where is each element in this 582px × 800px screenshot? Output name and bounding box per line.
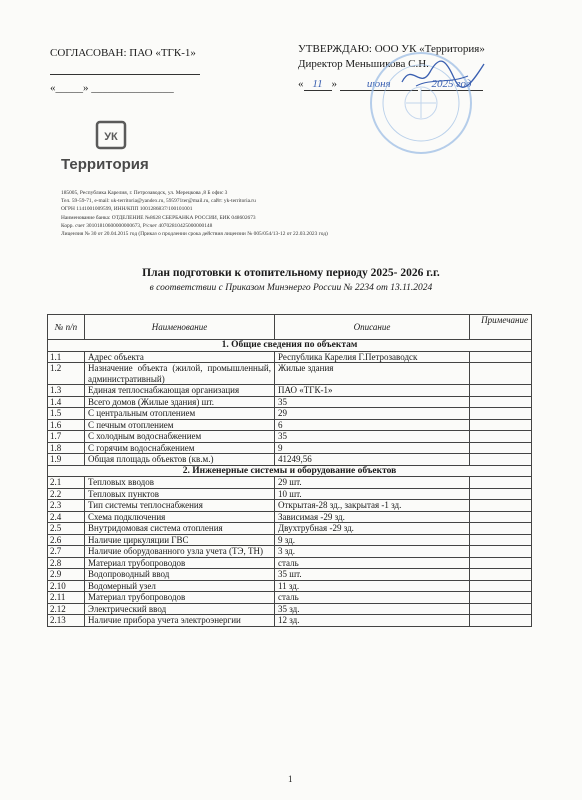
row-name: Назначение объекта (жилой, промышленный, административный) [85, 363, 275, 385]
row-number: 1.5 [48, 408, 85, 420]
approve-date: « 11 » июня 2025 год [298, 78, 483, 91]
table-row [48, 569, 532, 581]
row-name: Наличие прибора учета электроэнергии [85, 615, 275, 627]
row-description: 12 зд. [275, 615, 470, 627]
table-row [48, 488, 532, 500]
approve-date-month: июня [340, 78, 418, 91]
row-description: 9 зд. [275, 534, 470, 546]
row-description: сталь [275, 557, 470, 569]
row-description: 6 [275, 419, 470, 431]
director-signature [398, 56, 488, 92]
agreed-signature-line [50, 74, 200, 75]
row-description: ПАО «ТГК-1» [275, 385, 470, 397]
row-name: Материал трубопроводов [85, 592, 275, 604]
row-number: 2.7 [48, 546, 85, 558]
table-row [48, 385, 532, 397]
row-note [470, 592, 532, 604]
table-row [48, 477, 532, 489]
row-number: 1.9 [48, 454, 85, 466]
row-note [470, 580, 532, 592]
row-number: 2.12 [48, 603, 85, 615]
requisites-license: Лицензия № 30 от 20.04.2015 год (Приказ о продлении срока действия лицензии № 005/054/13-12 от 22.03.2023 год) [61, 231, 328, 238]
row-description: 10 шт. [275, 488, 470, 500]
document-title: План подготовки к отопительному периоду 2025- 2026 г.г. [142, 267, 440, 279]
row-name: С печным отоплением [85, 419, 275, 431]
row-note [470, 477, 532, 489]
agreed-date: «_____» _______________ [50, 82, 174, 94]
table-row [48, 592, 532, 604]
company-logo-name: Территория [61, 156, 149, 173]
approve-date-day: 11 [304, 78, 332, 91]
row-description: Жилые здания [275, 363, 470, 385]
row-number: 2.11 [48, 592, 85, 604]
row-number: 2.1 [48, 477, 85, 489]
requisites-contacts: Тел. 59-59-71, e-mail: uk-territoria@yandex.ru, 595971ter@mail.ru, сайт: yk-territoria.ru [61, 198, 256, 205]
section-row [48, 465, 532, 477]
row-number: 2.2 [48, 488, 85, 500]
row-description: сталь [275, 592, 470, 604]
row-note [470, 442, 532, 454]
row-name: Тепловых вводов [85, 477, 275, 489]
row-name: С центральным отоплением [85, 408, 275, 420]
table-row [48, 511, 532, 523]
row-note [470, 363, 532, 385]
row-name: Адрес объекта [85, 351, 275, 363]
plan-table [47, 314, 532, 627]
col-note-header: Примечание [470, 315, 532, 340]
row-note [470, 603, 532, 615]
row-name: Материал трубопроводов [85, 557, 275, 569]
row-note [470, 385, 532, 397]
row-note [470, 454, 532, 466]
row-name: Тепловых пунктов [85, 488, 275, 500]
row-note [470, 615, 532, 627]
row-number: 2.4 [48, 511, 85, 523]
row-note [470, 569, 532, 581]
row-name: Общая площадь объектов (кв.м.) [85, 454, 275, 466]
table-row [48, 454, 532, 466]
requisites-address: 185005, Республика Карелия, г. Петрозаводск, ул. Мерецкова ,8 Б офис 3 [61, 190, 228, 196]
row-note [470, 351, 532, 363]
table-row [48, 351, 532, 363]
table-row [48, 442, 532, 454]
row-number: 2.8 [48, 557, 85, 569]
row-note [470, 419, 532, 431]
col-name-header: Наименование [85, 315, 275, 340]
document-subtitle: в соответствии с Приказом Минэнерго России № 2234 от 13.11.2024 [149, 283, 433, 293]
row-note [470, 408, 532, 420]
row-number: 1.3 [48, 385, 85, 397]
row-name: С холодным водоснабжением [85, 431, 275, 443]
row-number: 2.9 [48, 569, 85, 581]
row-number: 2.6 [48, 534, 85, 546]
row-description: 35 шт. [275, 569, 470, 581]
row-note [470, 488, 532, 500]
row-number: 1.2 [48, 363, 85, 385]
row-description: 3 зд. [275, 546, 470, 558]
table-row [48, 363, 532, 385]
row-name: С горячим водоснабжением [85, 442, 275, 454]
approve-label: УТВЕРЖДАЮ: ООО УК «Территория» [298, 43, 485, 55]
row-description: Зависимая -29 зд. [275, 511, 470, 523]
section-2-title: 2. Инженерные системы и оборудование объектов [48, 465, 532, 477]
row-number: 1.7 [48, 431, 85, 443]
row-description: 29 [275, 408, 470, 420]
company-logo-icon [95, 120, 127, 150]
row-note [470, 523, 532, 535]
row-description: Двухтрубная -29 зд. [275, 523, 470, 535]
table-row [48, 396, 532, 408]
row-name: Электрический ввод [85, 603, 275, 615]
row-description: 41249,56 [275, 454, 470, 466]
table-row [48, 500, 532, 512]
requisites-ogrn: ОГРН 1141001009599, ИНН/КПП 1001286837/100101001 [61, 206, 193, 213]
table-body [48, 340, 532, 627]
section-row [48, 340, 532, 352]
row-name: Тип системы теплоснабжения [85, 500, 275, 512]
row-note [470, 534, 532, 546]
col-description-header: Описание [275, 315, 470, 340]
table-header-row [48, 315, 532, 340]
row-name: Водопроводный ввод [85, 569, 275, 581]
row-note [470, 500, 532, 512]
row-number: 2.13 [48, 615, 85, 627]
table-row [48, 408, 532, 420]
row-name: Схема подключения [85, 511, 275, 523]
agreed-label: СОГЛАСОВАН: ПАО «ТГК-1» [50, 47, 196, 59]
table-row [48, 603, 532, 615]
table-row [48, 580, 532, 592]
row-name: Наличие циркуляции ГВС [85, 534, 275, 546]
row-description: 29 шт. [275, 477, 470, 489]
row-number: 2.10 [48, 580, 85, 592]
row-name: Наличие оборудованного узла учета (ТЭ, ТН) [85, 546, 275, 558]
row-description: 35 зд. [275, 603, 470, 615]
requisites-accounts: Корр. счет 30101810600000000673, Р/счет 40702810425000000148 [61, 222, 213, 229]
row-number: 1.1 [48, 351, 85, 363]
company-requisites [61, 189, 521, 238]
row-number: 2.3 [48, 500, 85, 512]
table-row [48, 546, 532, 558]
row-note [470, 511, 532, 523]
row-note [470, 546, 532, 558]
row-note [470, 396, 532, 408]
section-1-title: 1. Общие сведения по объектам [48, 340, 532, 352]
row-name: Внутридомовая система отопления [85, 523, 275, 535]
director-label: Директор Меньшикова С.Н. [298, 58, 429, 70]
requisites-bank: Наименование банка: ОТДЕЛЕНИЕ №8628 СБЕРБАНКА РОССИИ, БИК 048602673 [61, 214, 256, 221]
table-row [48, 431, 532, 443]
row-description: 35 [275, 396, 470, 408]
table-row [48, 419, 532, 431]
table-row [48, 534, 532, 546]
page-number: 1 [288, 774, 293, 784]
table-row [48, 557, 532, 569]
row-description: 11 зд. [275, 580, 470, 592]
row-description: Республика Карелия Г.Петрозаводск [275, 351, 470, 363]
row-note [470, 557, 532, 569]
row-number: 2.5 [48, 523, 85, 535]
table-row [48, 615, 532, 627]
row-note [470, 431, 532, 443]
logo-mark-text: УК [104, 131, 118, 143]
row-number: 1.4 [48, 396, 85, 408]
table-row [48, 523, 532, 535]
row-name: Единая теплоснабжающая организация [85, 385, 275, 397]
row-description: Открытая-28 зд., закрытая -1 зд. [275, 500, 470, 512]
row-name: Водомерный узел [85, 580, 275, 592]
row-description: 9 [275, 442, 470, 454]
approve-date-year: 2025 год [421, 78, 483, 91]
row-number: 1.6 [48, 419, 85, 431]
row-description: 35 [275, 431, 470, 443]
row-number: 1.8 [48, 442, 85, 454]
row-name: Всего домов (Жилые здания) шт. [85, 396, 275, 408]
col-number-header: № п/п [48, 315, 85, 340]
